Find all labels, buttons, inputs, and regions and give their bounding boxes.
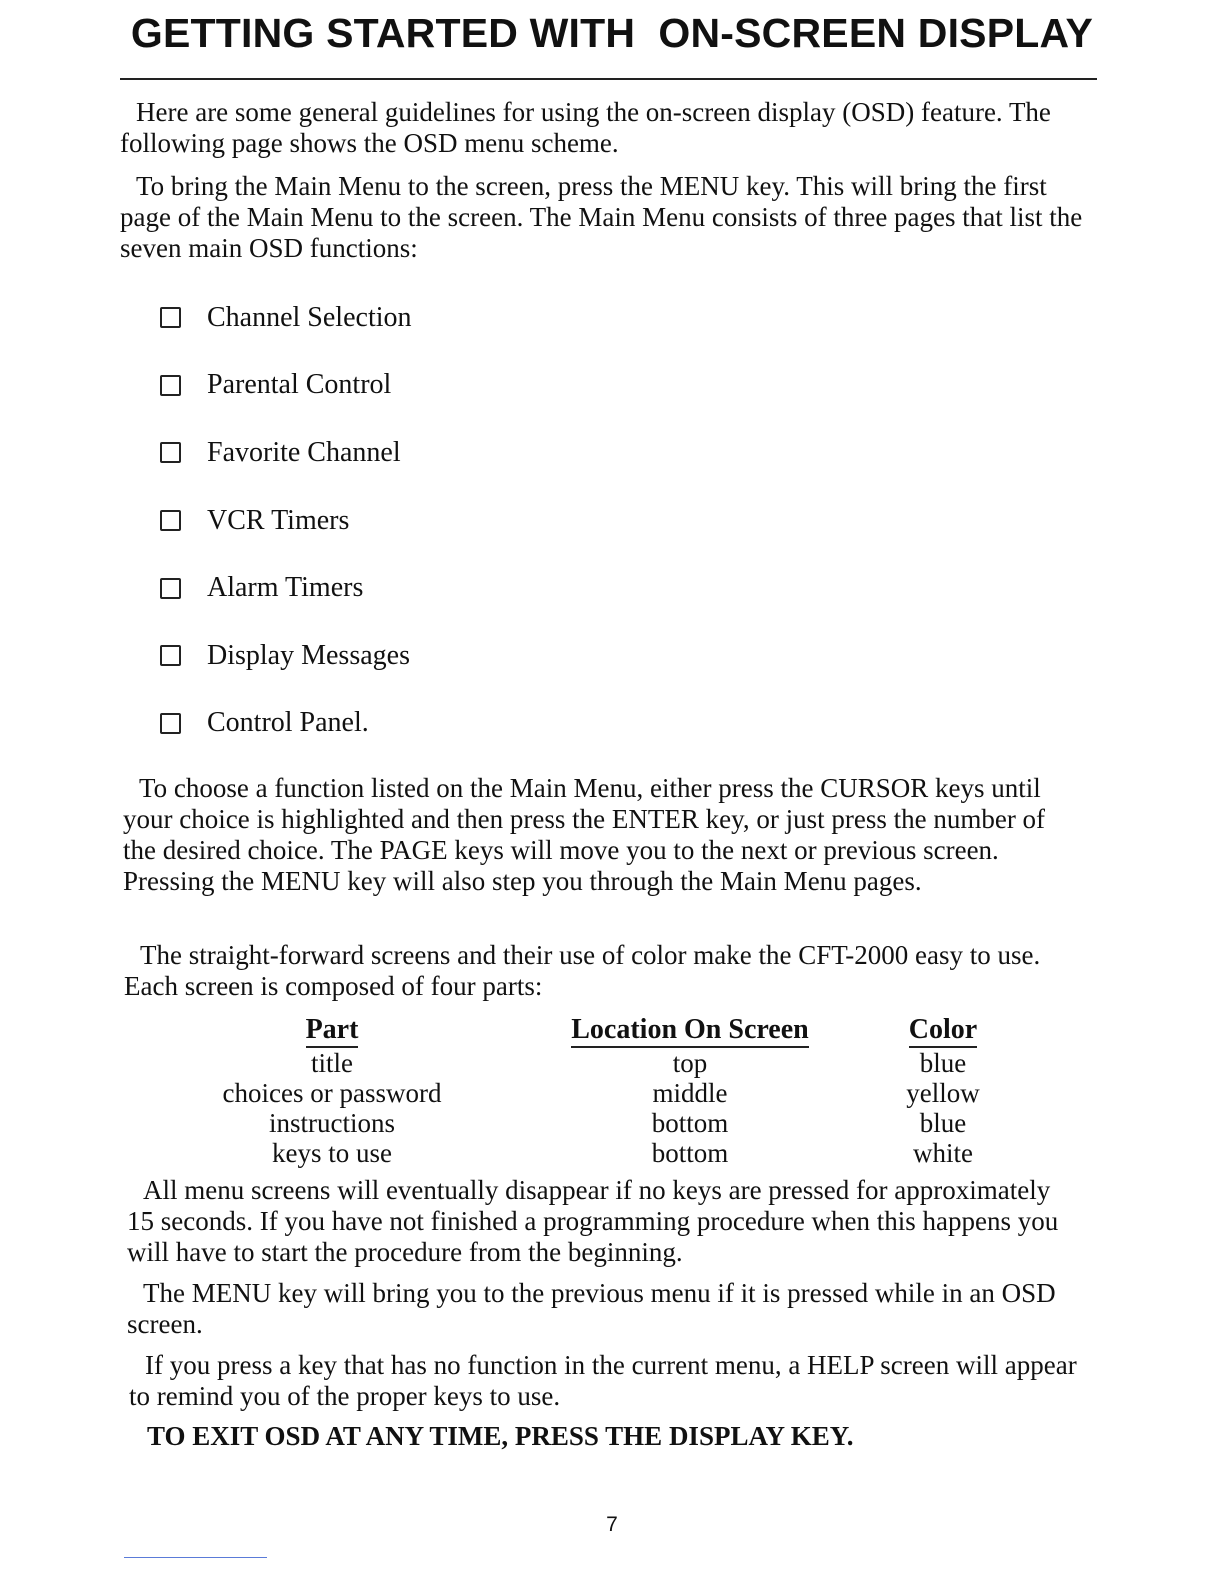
screens-paragraph: The straight-forward screens and their use of color make the CFT-2000 easy to use. Each screen is composed of four parts:: [124, 940, 1041, 1001]
footer-divider: [124, 1557, 267, 1558]
title-divider: [120, 78, 1097, 80]
table-cell: keys to use: [272, 1138, 392, 1168]
table-cell: instructions: [269, 1108, 395, 1138]
intro-paragraph: Here are some general guidelines for using the on-screen display (OSD) feature. The following page shows the OSD menu scheme.: [120, 97, 1051, 158]
choose-function-paragraph: To choose a function listed on the Main Menu, either press the CURSOR keys until your choice is highlighted and then press the ENTER key, or just press the number of the desired choice. The PAGE keys will move you to the next or previous screen. Pressing the MENU key will also step you through the Main Menu pages.: [123, 773, 1046, 896]
checkbox-icon: [160, 307, 181, 328]
checkbox-icon: [160, 442, 181, 463]
function-label: Control Panel.: [207, 707, 369, 739]
checkbox-icon: [160, 375, 181, 396]
function-label: Favorite Channel: [207, 436, 401, 468]
table-cell: blue: [919, 1048, 967, 1078]
page-number: 7: [606, 1513, 618, 1536]
page-title: GETTING STARTED WITH ON-SCREEN DISPLAY: [130, 10, 1094, 56]
checkbox-icon: [160, 578, 181, 599]
function-item: [160, 419, 412, 487]
column-header-part: Part: [306, 1014, 359, 1048]
disappear-paragraph: All menu screens will eventually disappear if no keys are pressed for approximately 15 seconds. If you have not finished a programming procedure when this happens you will have to start the procedure from the beginning.: [127, 1175, 1059, 1267]
table-cell: blue: [919, 1108, 967, 1138]
table-cell: yellow: [906, 1078, 980, 1108]
function-label: Display Messages: [207, 639, 410, 671]
table-cell: top: [672, 1048, 708, 1078]
menu-key-paragraph: The MENU key will bring you to the previous menu if it is pressed while in an OSD screen.: [127, 1278, 1056, 1339]
table-cell: bottom: [651, 1138, 729, 1168]
table-cell: white: [913, 1138, 973, 1168]
location-column: [540, 1014, 840, 1168]
osd-function-list: [160, 300, 412, 757]
color-column: [873, 1014, 1013, 1168]
checkbox-icon: [160, 713, 181, 734]
checkbox-icon: [160, 510, 181, 531]
checkbox-icon: [160, 645, 181, 666]
function-item: [160, 622, 412, 690]
table-cell: bottom: [651, 1108, 729, 1138]
function-label: Channel Selection: [207, 301, 412, 333]
function-label: Alarm Timers: [207, 572, 364, 604]
main-menu-paragraph: To bring the Main Menu to the screen, press the MENU key. This will bring the first page of the Main Menu to the screen. The Main Menu consists of three pages that list the seven main OSD functions:: [120, 171, 1083, 263]
part-column: [182, 1014, 482, 1168]
function-label: Parental Control: [207, 369, 392, 401]
help-paragraph: If you press a key that has no function in the current menu, a HELP screen will appear to remind you of the proper keys to use.: [129, 1350, 1077, 1411]
exit-instruction: TO EXIT OSD AT ANY TIME, PRESS THE DISPLAY KEY.: [147, 1421, 854, 1451]
column-header-location: Location On Screen: [571, 1014, 808, 1048]
function-item: [160, 284, 412, 352]
table-cell: title: [311, 1048, 353, 1078]
table-cell: middle: [652, 1078, 728, 1108]
function-item: [160, 487, 412, 555]
function-item: [160, 690, 412, 758]
function-item: [160, 554, 412, 622]
function-item: [160, 352, 412, 420]
column-header-color: Color: [909, 1014, 977, 1048]
function-label: VCR Timers: [207, 504, 350, 536]
table-cell: choices or password: [222, 1078, 442, 1108]
